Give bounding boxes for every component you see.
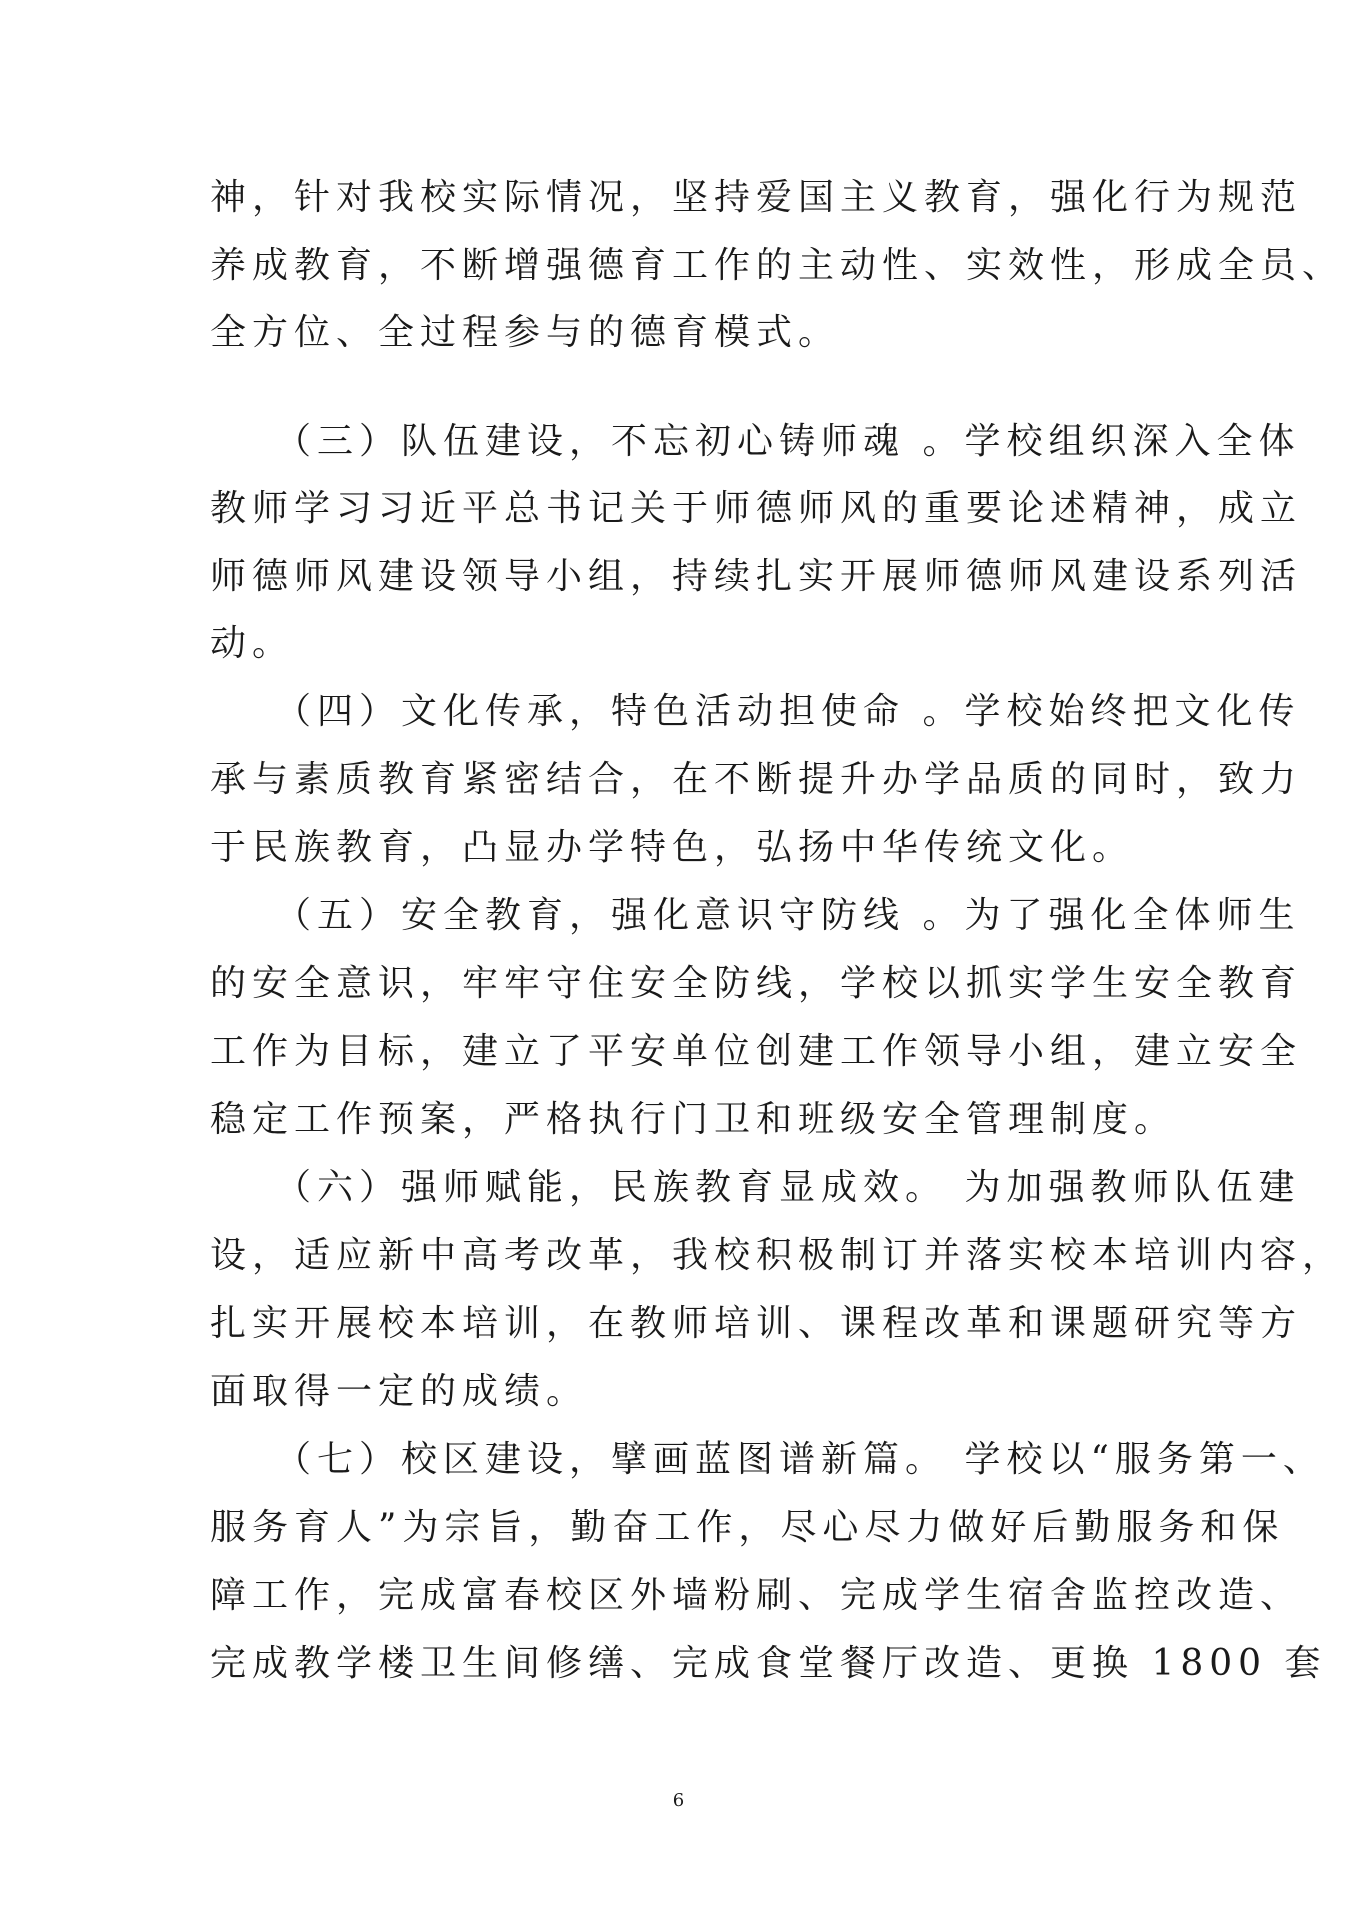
text-line: 面取得一定的成绩。: [210, 1371, 589, 1412]
text-line: 教师学习习近平总书记关于师德师风的重要论述精神，成立: [210, 488, 1303, 529]
text-line: 动。: [210, 623, 295, 664]
text-line: 的安全意识，牢牢守住安全防线，学校以抓实学生安全教育: [210, 963, 1303, 1004]
text-line: 障工作，完成富春校区外墙粉刷、完成学生宿舍监控改造、: [210, 1575, 1303, 1616]
section-heading-line: （四）文化传承，特色活动担使命 。学校始终把文化传: [275, 691, 1301, 732]
text-line: 全方位、全过程参与的德育模式。: [210, 312, 841, 353]
text-line: 养成教育，不断增强德育工作的主动性、实效性，形成全员、: [210, 245, 1345, 286]
text-line: 工作为目标，建立了平安单位创建工作领导小组，建立安全: [210, 1031, 1303, 1072]
text-line: 设，适应新中高考改革，我校积极制订并落实校本培训内容，: [210, 1235, 1345, 1276]
text-line: 稳定工作预案，严格执行门卫和班级安全管理制度。: [210, 1099, 1177, 1140]
text-line: 承与素质教育紧密结合，在不断提升办学品质的同时，致力: [210, 759, 1303, 800]
text-line: 神，针对我校实际情况，坚持爱国主义教育，强化行为规范: [210, 177, 1303, 218]
section-heading-line: （七）校区建设，擘画蓝图谱新篇。 学校以“服务第一、: [275, 1439, 1325, 1480]
section-heading-line: （五）安全教育，强化意识守防线 。为了强化全体师生: [275, 895, 1301, 936]
section-heading-line: （三）队伍建设，不忘初心铸师魂 。学校组织深入全体: [275, 421, 1301, 462]
text-line: 师德师风建设领导小组，持续扎实开展师德师风建设系列活: [210, 556, 1303, 597]
text-line: 服务育人”为宗旨，勤奋工作，尽心尽力做好后勤服务和保: [210, 1507, 1285, 1548]
text-line: 于民族教育，凸显办学特色，弘扬中华传统文化。: [210, 827, 1135, 868]
page-number: 6: [672, 1790, 685, 1811]
text-line: 扎实开展校本培训，在教师培训、课程改革和课题研究等方: [210, 1303, 1303, 1344]
section-heading-line: （六）强师赋能，民族教育显成效。 为加强教师队伍建: [275, 1167, 1301, 1208]
text-line: 完成教学楼卫生间修缮、完成食堂餐厅改造、更换 1800 套: [210, 1643, 1327, 1684]
